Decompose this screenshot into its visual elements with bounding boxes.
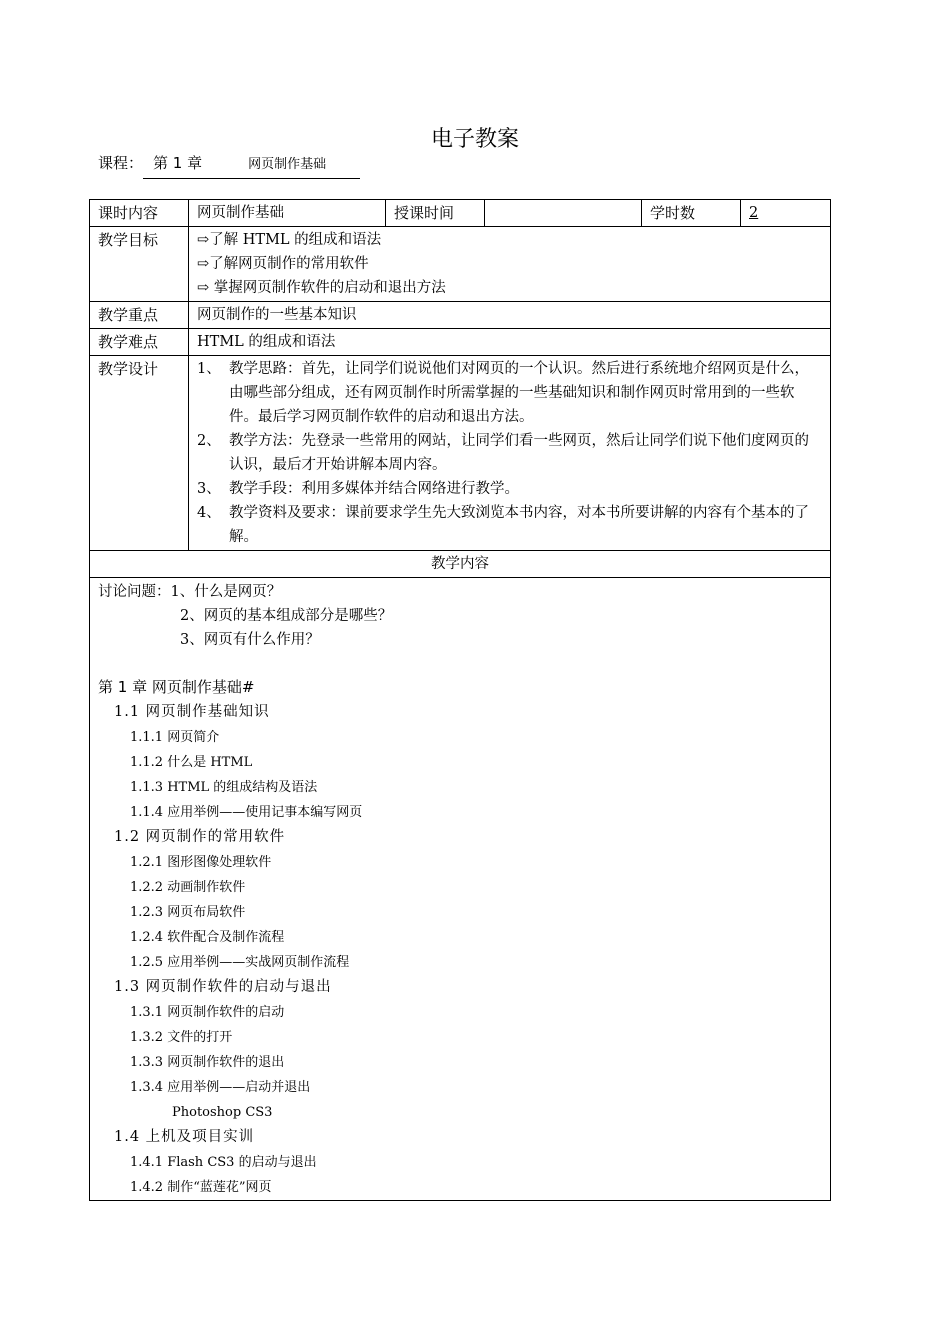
goal-item: ⇨了解网页制作的常用软件 — [197, 256, 369, 272]
subsection-continuation: Photoshop CS3 — [172, 1105, 273, 1120]
design-label: 教学设计 — [90, 356, 189, 551]
design-item: 2、 教学方法：先登录一些常用的网站，让同学们看一些网页，然后让同学们说下他们度网页的认识，最后才开始讲解本周内容。 — [197, 433, 809, 473]
subsection: 1.1.2 什么是 HTML — [130, 755, 253, 770]
hours-value: 2 — [741, 200, 831, 227]
teaching-time-value — [485, 200, 642, 227]
row-difficulty — [90, 329, 831, 356]
row-content — [90, 578, 831, 1201]
lesson-content-value: 网页制作基础 — [189, 200, 386, 227]
arrow-icon: ⇨ — [197, 256, 210, 272]
discussion — [98, 580, 822, 652]
goals-label: 教学目标 — [90, 227, 189, 302]
section-title: 1.4 上机及项目实训 — [114, 1129, 255, 1145]
chapter-title: 第 1 章 网页制作基础# — [98, 678, 255, 696]
course-label: 课程： — [98, 154, 144, 172]
subsection: 1.2.4 软件配合及制作流程 — [130, 930, 285, 945]
content-body — [90, 578, 831, 1201]
goal-item: ⇨ 掌握网页制作软件的启动和退出方法 — [197, 280, 446, 296]
subsection: 1.2.2 动画制作软件 — [130, 880, 246, 895]
teaching-time-label: 授课时间 — [386, 200, 485, 227]
subsection: 1.1.1 网页简介 — [130, 730, 220, 745]
section-title: 1.3 网页制作软件的启动与退出 — [114, 979, 332, 995]
discussion-item: 2、网页的基本组成部分是哪些？ — [180, 608, 393, 624]
design-item: 4、 教学资料及要求：课前要求学生先大致浏览本书内容，对本书所要讲解的内容有个基本的了解。 — [197, 505, 809, 545]
subsection: 1.3.2 文件的打开 — [130, 1030, 233, 1045]
lesson-plan-table — [89, 199, 831, 1201]
subsection: 1.2.3 网页布局软件 — [130, 905, 246, 920]
discussion-item: 1、什么是网页？ — [170, 584, 282, 600]
difficulty-value: HTML 的组成和语法 — [189, 329, 831, 356]
discussion-item: 3、网页有什么作用？ — [180, 632, 320, 648]
subsection: 1.4.2 制作“蓝莲花”网页 — [130, 1180, 272, 1195]
subsection: 1.2.1 图形图像处理软件 — [130, 855, 272, 870]
arrow-icon: ⇨ — [197, 232, 210, 248]
arrow-icon: ⇨ — [197, 280, 210, 296]
subsection: 1.3.1 网页制作软件的启动 — [130, 1005, 285, 1020]
key-points-label: 教学重点 — [90, 302, 189, 329]
row-content-header — [90, 551, 831, 578]
course-name: 网页制作基础 — [248, 157, 327, 172]
row-goals — [90, 227, 831, 302]
section-title: 1.2 网页制作的常用软件 — [114, 829, 286, 845]
difficulty-label: 教学难点 — [90, 329, 189, 356]
subsection: 1.1.4 应用举例——使用记事本编写网页 — [130, 805, 363, 820]
row-lesson-content — [90, 200, 831, 227]
subsection: 1.3.3 网页制作软件的退出 — [130, 1055, 285, 1070]
design-item: 1、 教学思路：首先，让同学们说说他们对网页的一个认识。然后进行系统地介绍网页是什么，由哪些部分组成，还有网页制作时所需掌握的一些基础知识和制作网页时常用到的一些软件。最后学习网页制作软件的启动和退出方法。 — [197, 361, 809, 425]
key-points-value: 网页制作的一些基本知识 — [189, 302, 831, 329]
subsection: 1.3.4 应用举例——启动并退出 — [130, 1080, 311, 1095]
course-line — [98, 152, 360, 179]
discussion-label: 讨论问题： — [98, 584, 171, 600]
course-chapter: 第 1 章 — [153, 154, 203, 172]
subsection: 1.2.5 应用举例——实战网页制作流程 — [130, 955, 350, 970]
goal-item: ⇨了解 HTML 的组成和语法 — [197, 232, 382, 248]
content-header: 教学内容 — [90, 551, 831, 578]
goals-list — [189, 227, 831, 302]
subsection: 1.4.1 Flash CS3 的启动与退出 — [130, 1155, 317, 1170]
design-item: 3、 教学手段：利用多媒体并结合网络进行教学。 — [197, 481, 519, 497]
course-value — [143, 152, 360, 179]
lesson-content-label: 课时内容 — [90, 200, 189, 227]
document-title: 电子教案 — [430, 127, 519, 152]
subsection: 1.1.3 HTML 的组成结构及语法 — [130, 780, 318, 795]
section-title: 1.1 网页制作基础知识 — [114, 704, 270, 720]
row-key-points — [90, 302, 831, 329]
design-list — [189, 356, 831, 551]
hours-label: 学时数 — [642, 200, 741, 227]
row-design — [90, 356, 831, 551]
